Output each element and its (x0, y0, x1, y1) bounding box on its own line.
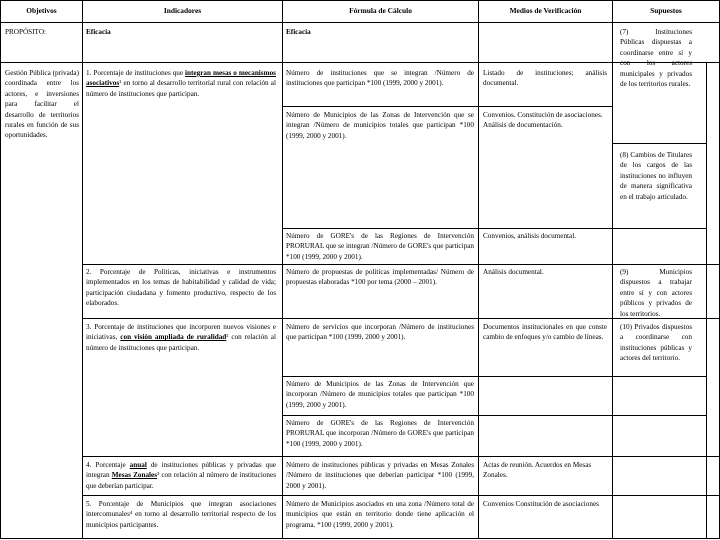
supuesto-7: (7) Instituciones Públicas dispuestas a coordinarse entre sí y con los actores municipales y privados de los territorios rurales. (620, 28, 692, 89)
supuesto-8: (8) Cambios de Titulares de los cargos de las instituciones no influyen de manera significativa en el trabajo articulado. (620, 151, 692, 201)
indicador-3-pre: 3. Porcentaje de instituciones que incorporen nuevos visiones e iniciativas, (86, 323, 276, 342)
indicador-4-post: ³ con relación al número de instituciones que deberían participar. (86, 471, 276, 490)
indicador-1-ul: integran mesas o mecanismos asociativos (86, 69, 276, 88)
formula-5: Número de Municipios asociados en una zona /Número total de municipios que están en territorio donde tiene aplicación el programa. *100 (1999, 2000 y 2001). (286, 500, 474, 529)
indicador-5: 5. Porcentaje de Municipios que integran asociaciones intercomunales⁴ en torno al desarrollo territorial respecto de los municipios participantes. (86, 500, 276, 529)
header-medios: Medios de Verificación (509, 6, 582, 15)
formula-1b: Número de Municipios de las Zonas de Intervención que se integran /Número de municipios totales que participan *100 (1999, 2000 y 2001). (286, 111, 474, 140)
rule-ind5 (82, 495, 720, 496)
medio-3: Convenios, análisis documental. (483, 232, 577, 240)
rule-col3 (478, 0, 479, 539)
rule-ind4 (82, 456, 720, 457)
rule-sup-c (612, 376, 706, 377)
formula-4: Número de instituciones públicas y privadas en Mesas Zonales /Número de instituciones que deberían participar *100 (1999, 2000 y 2001). (286, 461, 474, 490)
rule-sup-a (612, 143, 706, 144)
eficacia-indicador: Eficacia (86, 28, 111, 36)
proposito-label: PROPÓSITO: (5, 28, 47, 36)
rule-col2 (282, 0, 283, 539)
indicador-1 (86, 68, 276, 108)
header-formula: Fórmula de Cálculo (349, 6, 412, 15)
formula-3b: Número de Municipios de las Zonas de Intervención que incorporan /Número de municipios totales que participan *100 (1999, 2000 y 2001). (286, 380, 474, 409)
indicador-3-ul: con visión ampliada de ruralidad (120, 333, 227, 342)
medio-1: Listado de instituciones; análisis documental. (483, 69, 607, 88)
indicador-4-ul1: anual (129, 461, 147, 469)
formula-3a: Número de servicios que incorporan /Número de instituciones que participan *100 (1999, 2000 y 2001). (286, 323, 474, 342)
formula-3c: Número de GORE's de las Regiones de Intervención PRORURAL que incorporan /Número de GORE's que participan *100 (1999, 2000 y 2001). (286, 419, 474, 448)
eficacia-formula: Eficacia (286, 28, 311, 36)
formula-1c: Número de GORE's de las Regiones de Intervención PRORURAL que se integran /Número de GORE's que participan *100 (1999, 2000 y 2001). (286, 232, 474, 261)
formula-1a: Número de instituciones que se integran /Número de instituciones que participan *100 (1999, 2000 y 2001). (286, 69, 474, 88)
objetivo-text: Gestión Pública (privada) coordinada entre los actores, e inversiones para facilitar el desarrollo de territorios rurales en función de sus oportunidades. (5, 69, 79, 140)
rule-col5 (706, 62, 707, 539)
medio-6: Actas de reunión. Acuerdos en Mesas Zonales. (483, 461, 592, 480)
rule-r1b (282, 228, 612, 229)
header-supuestos: Supuestos (650, 6, 682, 15)
indicador-4 (86, 460, 276, 494)
medio-7: Convenios Constitución de asociaciones (483, 500, 599, 508)
formula-2: Número de propuestas de políticas implementadas/ Número de propuestas elaboradas *100 por tema (2000 – 2001). (286, 268, 474, 287)
indicador-4-ul2: Mesas Zonales (111, 471, 158, 480)
rule-sup-d (612, 415, 706, 416)
indicador-3-post: ² con relación al número de instituciones que participan. (86, 333, 276, 352)
indicador-2: 2. Porcentaje de Políticas, iniciativas e instrumentos implementados en los temas de habitabilidad y calidad de vida; participación ciudadana y fomento productivo, respecto de los elaborados. (86, 268, 276, 308)
rule-ind3 (82, 318, 720, 319)
rule-ind2 (82, 264, 720, 265)
supuesto-10: (10) Privados dispuestos a coordinarse con instituciones públicas y actores del territorio. (620, 323, 692, 363)
medio-4: Análisis documental. (483, 268, 544, 276)
rule-col1 (82, 0, 83, 539)
header-indicadores: Indicadores (163, 6, 202, 15)
header-objetivos: Objetivos (26, 6, 57, 15)
medio-5: Documentos institucionales en que conste cambio de enfoques y/o cambio de líneas. (483, 323, 607, 342)
rule-sup-b (612, 228, 706, 229)
rule-col4 (612, 0, 613, 539)
indicador-1-post: ¹ en torno al desarrollo territorial rural con relación al número de instituciones que participan. (86, 79, 276, 98)
rule-r1a (282, 106, 612, 107)
rule-r3a (282, 376, 612, 377)
supuesto-9: (9) Municipios dispuestos a trabajar entre sí y con actores públicos y privados de los territorios. (620, 268, 692, 317)
medio-2: Convenios. Constitución de asociaciones. Análisis de documentación. (483, 111, 603, 130)
indicador-4-mid: de instituciones públicas y privadas que integran (86, 461, 276, 480)
rule-left (0, 0, 1, 539)
indicador-4-pre: 4. Porcentaje (86, 461, 130, 469)
indicador-1-pre: 1. Porcentaje de instituciones que (86, 69, 186, 77)
rule-r3b (282, 415, 612, 416)
indicador-3 (86, 322, 276, 362)
